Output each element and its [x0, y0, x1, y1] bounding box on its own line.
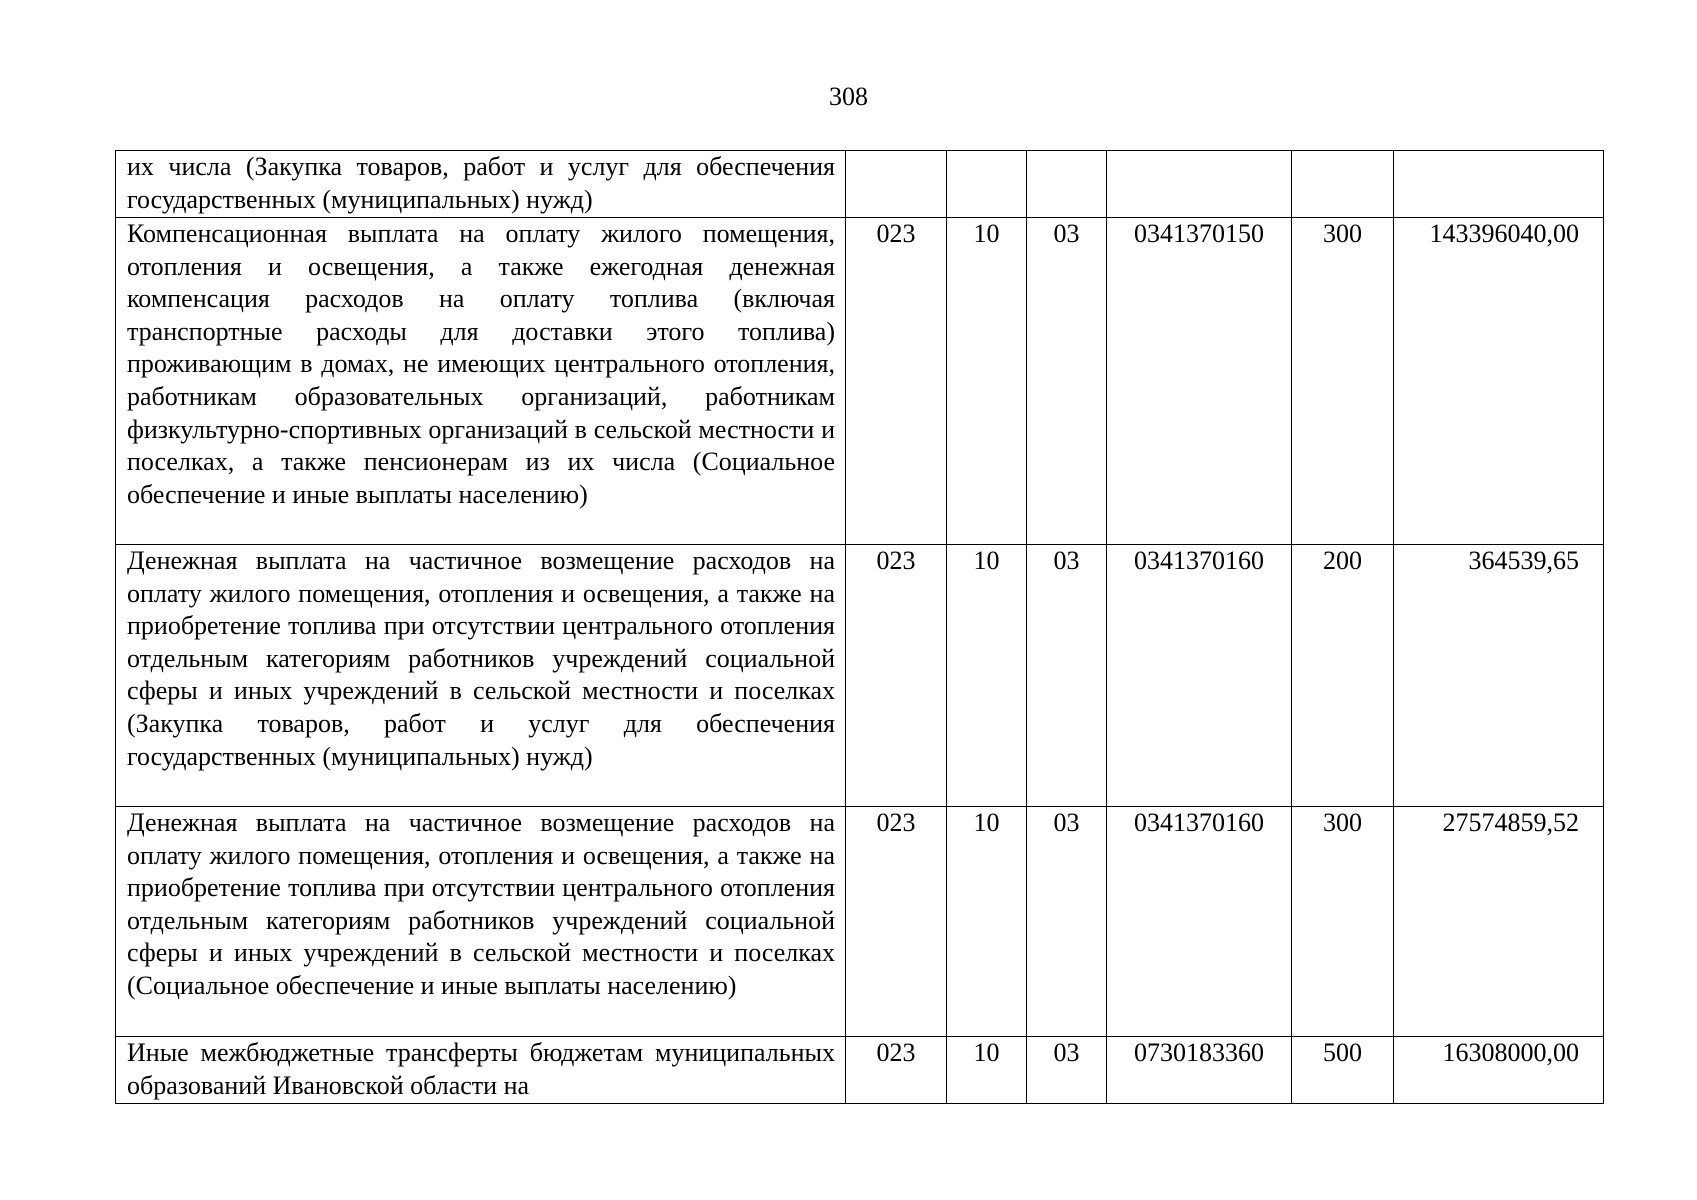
- row-expense-type-code: 300: [1292, 807, 1394, 1037]
- row-description: Компенсационная выплата на оплату жилого помещения, отопления и освещения, а также ежегодная денежная компенсация расходов на оплату топлива (включая транспортные расходы для доставки этого топлива) проживающим в домах, не имеющих центрального отопления, работникам образовательных организаций, работникам физкультурно-спортивных организаций в сельской местности и поселках, а также пенсионерам из их числа (Социальное обеспечение и иные выплаты населению): [116, 218, 846, 545]
- table-row: [116, 545, 1604, 807]
- row-grbs-code: 023: [846, 545, 947, 807]
- row-description: Иные межбюджетные трансферты бюджетам муниципальных образований Ивановской области на: [116, 1037, 846, 1104]
- row-target-article-code: 0341370160: [1107, 807, 1292, 1037]
- row-target-article-code: [1107, 151, 1292, 218]
- row-target-article-code: 0341370150: [1107, 218, 1292, 545]
- row-expense-type-code: [1292, 151, 1394, 218]
- row-subsection-code: 03: [1027, 1037, 1107, 1104]
- row-grbs-code: [846, 151, 947, 218]
- row-amount: 16308000,00: [1394, 1037, 1604, 1104]
- row-grbs-code: 023: [846, 218, 947, 545]
- row-grbs-code: 023: [846, 1037, 947, 1104]
- row-amount: 143396040,00: [1394, 218, 1604, 545]
- row-amount: 27574859,52: [1394, 807, 1604, 1037]
- row-subsection-code: 03: [1027, 545, 1107, 807]
- row-section-code: 10: [947, 545, 1027, 807]
- row-expense-type-code: 300: [1292, 218, 1394, 545]
- table-row: [116, 151, 1604, 218]
- row-subsection-code: 03: [1027, 807, 1107, 1037]
- row-expense-type-code: 500: [1292, 1037, 1394, 1104]
- table-row: [116, 1037, 1604, 1104]
- row-target-article-code: 0341370160: [1107, 545, 1292, 807]
- row-section-code: 10: [947, 218, 1027, 545]
- row-section-code: [947, 151, 1027, 218]
- row-section-code: 10: [947, 807, 1027, 1037]
- row-subsection-code: [1027, 151, 1107, 218]
- row-description: Денежная выплата на частичное возмещение расходов на оплату жилого помещения, отопления и освещения, а также на приобретение топлива при отсутствии центрального отопления отдельным категориям работников учреждений социальной сферы и иных учреждений в сельской местности и поселках (Закупка товаров, работ и услуг для обеспечения государственных (муниципальных) нужд): [116, 545, 846, 807]
- row-subsection-code: 03: [1027, 218, 1107, 545]
- budget-table: [115, 150, 1604, 1104]
- row-amount: 364539,65: [1394, 545, 1604, 807]
- row-description: Денежная выплата на частичное возмещение расходов на оплату жилого помещения, отопления и освещения, а также на приобретение топлива при отсутствии центрального отопления отдельным категориям работников учреждений социальной сферы и иных учреждений в сельской местности и поселках (Социальное обеспечение и иные выплаты населению): [116, 807, 846, 1037]
- row-expense-type-code: 200: [1292, 545, 1394, 807]
- table-row: [116, 807, 1604, 1037]
- row-section-code: 10: [947, 1037, 1027, 1104]
- row-target-article-code: 0730183360: [1107, 1037, 1292, 1104]
- row-description: их числа (Закупка товаров, работ и услуг для обеспечения государственных (муниципальных) нужд): [116, 151, 846, 218]
- table-row: [116, 218, 1604, 545]
- row-amount: [1394, 151, 1604, 218]
- page-number: 308: [829, 82, 868, 111]
- row-grbs-code: 023: [846, 807, 947, 1037]
